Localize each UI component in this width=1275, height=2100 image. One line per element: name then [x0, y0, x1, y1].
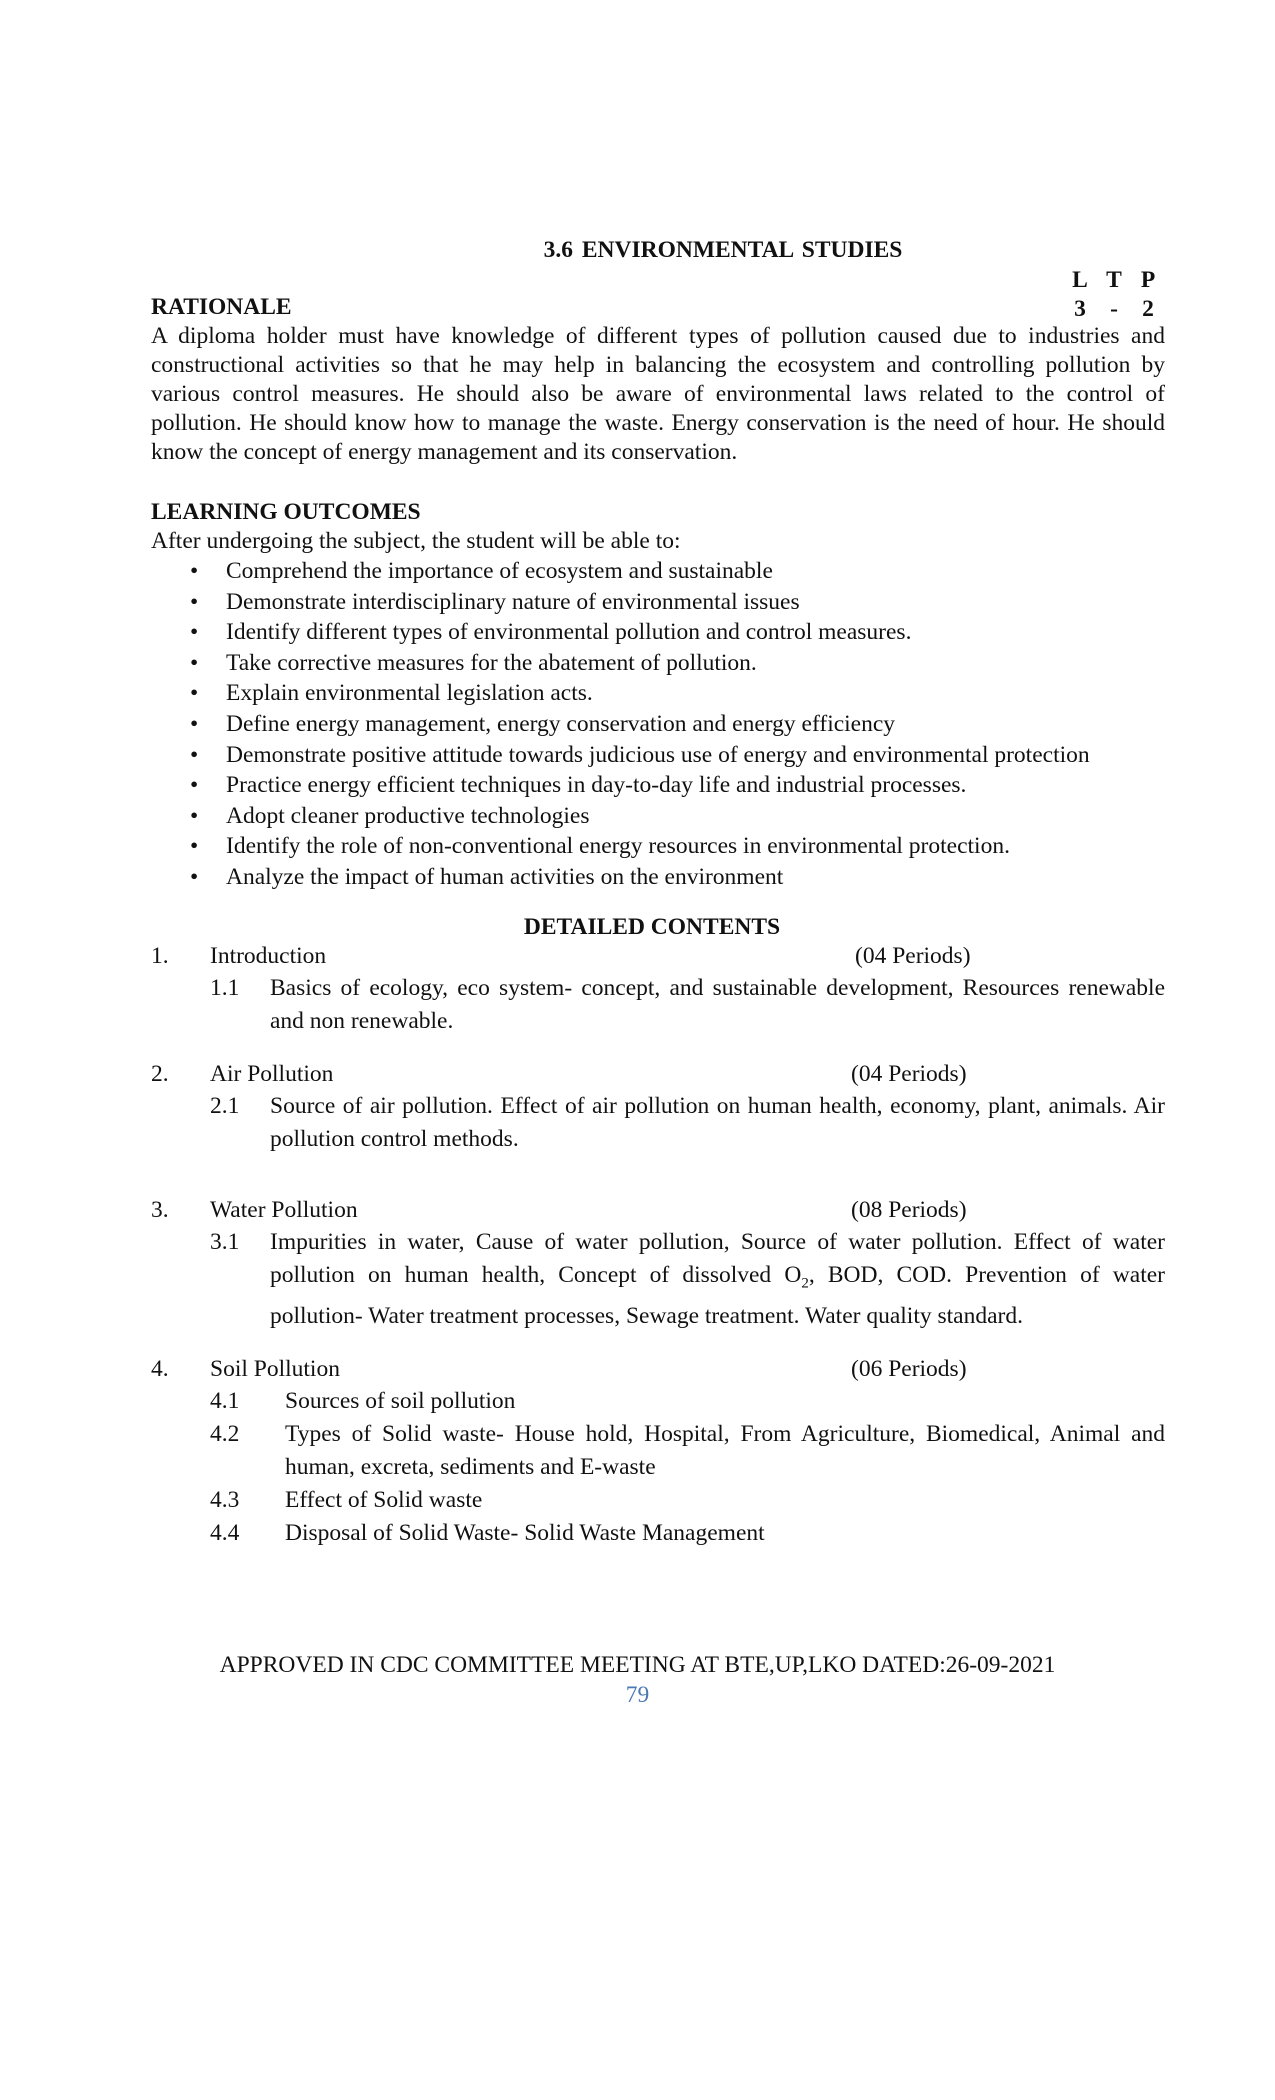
unit-title: Introduction [210, 942, 327, 969]
unit-1 [151, 942, 1165, 1038]
approval-note: APPROVED IN CDC COMMITTEE MEETING AT BTE,UP,LKO DATED:26-09-2021 [219, 1652, 1056, 1678]
bullet-icon: • [190, 680, 199, 707]
unit-header [151, 942, 1165, 972]
unit-number: 1. [151, 942, 169, 969]
unit-4 [151, 1355, 1165, 1550]
subtopic-text: Disposal of Solid Waste- Solid Waste Management [285, 1520, 765, 1547]
outcome-item: • Practice energy efficient techniques in day-to-day life and industrial processes. [190, 770, 1165, 801]
subtopic-number: 2.1 [210, 1092, 240, 1119]
subtopic-text: Impurities in water, Cause of water pollution, Source of water pollution. Effect of water pollution on human health, Concept of dissolved $O_2$, BOD, COD. Prevention of water pollution- Water treatment processes, Sewage treatment. Water quality standard. [270, 1228, 1165, 1330]
subtopic-number: 4.1 [210, 1388, 240, 1415]
ltp-value-l: 3 [1074, 296, 1086, 322]
unit-3 [151, 1196, 1165, 1334]
rationale-text: A diploma holder must have knowledge of different types of pollution caused due to industries and constructional activities so that he may help in balancing the ecosystem and controlling pollution by various control measures. He should also be aware of environmental laws related to the control of pollution. He should know how to manage the waste. Energy conservation is the need of hour. He should know the concept of energy management and its conservation. [151, 323, 1165, 465]
rationale-heading: RATIONALE [151, 294, 292, 320]
outcome-item: • Define energy management, energy conservation and energy efficiency [190, 709, 1165, 740]
outcome-item: • Demonstrate positive attitude towards judicious use of energy and environmental protection [190, 740, 1165, 771]
subtopic-text: Effect of Solid waste [285, 1487, 483, 1514]
page-footer [0, 1650, 1275, 1710]
unit-periods: (04 Periods) [855, 942, 971, 969]
subtopic [151, 1517, 1165, 1550]
subtopic-text: Basics of ecology, eco system- concept, and sustainable development, Resources renewable and non renewable. [270, 974, 1165, 1034]
outcome-item: • Identify the role of non-conventional energy resources in environmental protection. [190, 831, 1165, 862]
ltp-header-t: T [1106, 267, 1122, 293]
subtopic-number: 4.2 [210, 1421, 240, 1448]
subtopic-number: 4.3 [210, 1487, 240, 1514]
ltp-header-l: L [1072, 267, 1088, 293]
outcome-item: • Explain environmental legislation acts. [190, 678, 1165, 709]
unit-periods: (08 Periods) [851, 1196, 967, 1223]
unit-header [151, 1060, 1165, 1090]
subtopic-text: Source of air pollution. Effect of air pollution on human health, economy, plant, animals. Air pollution control methods. [270, 1092, 1165, 1152]
bullet-icon: • [190, 710, 199, 737]
ltp-headers [1063, 266, 1165, 295]
outcome-item: • Adopt cleaner productive technologies [190, 801, 1165, 832]
subtopic [151, 1418, 1165, 1484]
unit-number: 3. [151, 1196, 169, 1223]
bullet-icon: • [190, 588, 199, 615]
subtopic-text: Types of Solid waste- House hold, Hospital, From Agriculture, Biomedical, Animal and human, excreta, sediments and E-waste [285, 1421, 1165, 1481]
ltp-table [1063, 266, 1165, 324]
outcome-item: • Take corrective measures for the abatement of pollution. [190, 648, 1165, 679]
outcome-item: • Comprehend the importance of ecosystem and sustainable [190, 556, 1165, 587]
subtopic-number: 1.1 [210, 974, 240, 1001]
learning-outcomes-heading: LEARNING OUTCOMES [151, 499, 421, 525]
bullet-icon: • [190, 833, 199, 860]
subtopic [151, 972, 1165, 1038]
subtopic-number: 4.4 [210, 1520, 240, 1547]
bullet-icon: • [190, 619, 199, 646]
unit-number: 2. [151, 1060, 169, 1087]
document-page [151, 236, 1165, 1550]
unit-title: Water Pollution [210, 1196, 358, 1223]
subtopic [151, 1090, 1165, 1156]
bullet-icon: • [190, 558, 199, 584]
unit-header [151, 1196, 1165, 1226]
subtopic [151, 1385, 1165, 1418]
page-number: 79 [625, 1682, 650, 1708]
unit-header [151, 1355, 1165, 1385]
subtopic-text: Sources of soil pollution [285, 1388, 516, 1415]
unit-2 [151, 1060, 1165, 1156]
learning-outcomes-intro: After undergoing the subject, the student will be able to: [151, 528, 681, 554]
bullet-icon: • [190, 649, 199, 676]
ltp-value-p: 2 [1142, 296, 1154, 322]
ltp-values [1063, 295, 1165, 324]
subtopic-number: 3.1 [210, 1228, 240, 1255]
detailed-contents-heading: DETAILED CONTENTS [523, 913, 781, 940]
outcome-item: • Analyze the impact of human activities on the environment [190, 862, 1165, 893]
outcome-item: • Identify different types of environmental pollution and control measures. [190, 617, 1165, 648]
unit-periods: (06 Periods) [851, 1356, 967, 1383]
unit-title: Soil Pollution [210, 1356, 340, 1383]
subject-title: 3.6 ENVIRONMENTAL STUDIES [543, 237, 903, 263]
unit-periods: (04 Periods) [851, 1060, 967, 1087]
unit-number: 4. [151, 1356, 169, 1383]
bullet-icon: • [190, 772, 199, 799]
subtopic [151, 1226, 1165, 1334]
outcome-item: • Demonstrate interdisciplinary nature of environmental issues [190, 587, 1165, 618]
unit-title: Air Pollution [210, 1060, 334, 1087]
ltp-value-t: - [1110, 296, 1118, 322]
ltp-header-p: P [1140, 267, 1156, 293]
bullet-icon: • [190, 741, 199, 768]
learning-outcomes-list [151, 556, 1165, 893]
bullet-icon: • [190, 863, 199, 890]
subtopic [151, 1484, 1165, 1517]
bullet-icon: • [190, 802, 199, 829]
